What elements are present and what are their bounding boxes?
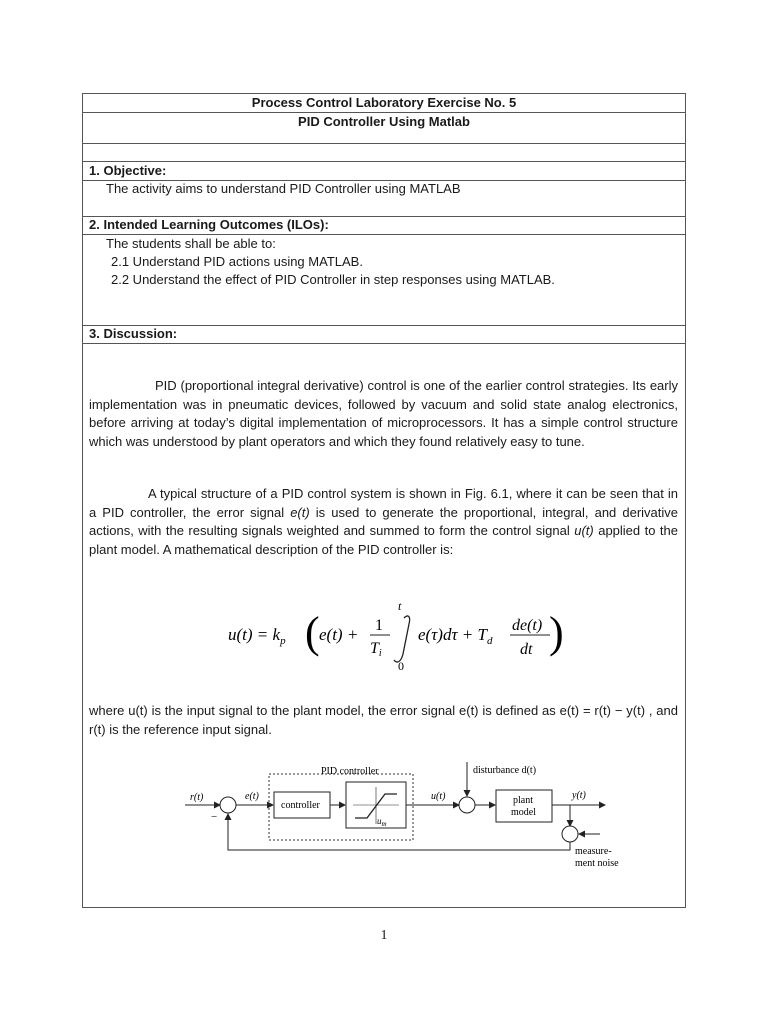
ilos-heading: 2. Intended Learning Outcomes (ILOs): [89, 217, 329, 232]
svg-text:e(t): e(t) [245, 791, 259, 802]
svg-text:1: 1 [375, 617, 383, 634]
svg-text:(: ( [305, 608, 320, 657]
svg-text:e(τ)dτ + Td: $e(\tau)d\tau + T_d$ [418, 625, 493, 647]
svg-text:model: model [511, 807, 536, 818]
divider [82, 161, 686, 162]
pid-block-diagram [185, 760, 630, 870]
svg-text:−: − [211, 811, 218, 823]
svg-text:PID controller: PID controller [321, 766, 379, 777]
svg-text:0: 0 [398, 659, 404, 673]
svg-text:disturbance d(t): disturbance d(t) [473, 765, 537, 776]
objective-heading: 1. Objective: [89, 163, 167, 178]
svg-text:measure-: measure- [575, 846, 612, 857]
page-title: Process Control Laboratory Exercise No. 5 [251, 95, 517, 110]
divider [82, 343, 686, 344]
svg-text:ment noise: ment noise [575, 858, 619, 869]
discussion-heading: 3. Discussion: [89, 326, 178, 341]
page-subtitle: PID Controller Using Matlab [298, 114, 470, 129]
svg-text:y(t): y(t) [572, 790, 586, 801]
svg-text:): ) [549, 608, 564, 657]
svg-text:t: t [398, 599, 402, 613]
svg-text:um: $u_m$ [377, 816, 387, 828]
discussion-paragraph-1: PID (proportional integral derivative) control is one of the earlier control strategies. Its early implementation was in pneumatic devices, followed by vacuum and solid state analog electronics, before arriving at today’s digital implementation of microprocessors. It has a simple control structure which was understood by plant operators and which they found relatively easy to tune. [89, 378, 678, 449]
discussion-paragraph-2: A typical structure of a PID control system is shown in Fig. 6.1, where it can be seen that in a PID controller, the error signal e(t) is used to generate the proportional, integral, and derivative actions, with the resulting signals weighted and summed to form the control signal u(t) applied to the plant model. A mathematical description of the PID controller is: [89, 486, 678, 557]
discussion-paragraph-3: where u(t) is the input signal to the plant model, the error signal e(t) is defined as e(t) = r(t) − y(t) , and r(t) is the reference input signal. [89, 703, 678, 737]
svg-text:u(t): u(t) [431, 791, 446, 802]
pid-equation [228, 599, 564, 673]
ilos-intro: The students shall be able to: [106, 236, 276, 251]
svg-text:u(t) = kp: $u(t) = k_p$ [228, 625, 286, 647]
svg-text:r(t): r(t) [190, 792, 204, 803]
page-number: 1 [380, 928, 388, 943]
svg-text:plant: plant [513, 795, 533, 806]
divider [82, 143, 686, 144]
ilo-item: 2.2 Understand the effect of PID Controller in step responses using MATLAB. [111, 272, 555, 287]
svg-text:e(t) +: e(t) + [319, 625, 359, 644]
ilo-item: 2.1 Understand PID actions using MATLAB. [111, 254, 363, 269]
svg-text:de(t): de(t) [512, 617, 543, 634]
svg-text:controller: controller [281, 800, 320, 811]
svg-text:dt: dt [520, 641, 533, 658]
objective-text: The activity aims to understand PID Controller using MATLAB [106, 181, 461, 196]
svg-text:Ti: Ti [370, 640, 382, 659]
